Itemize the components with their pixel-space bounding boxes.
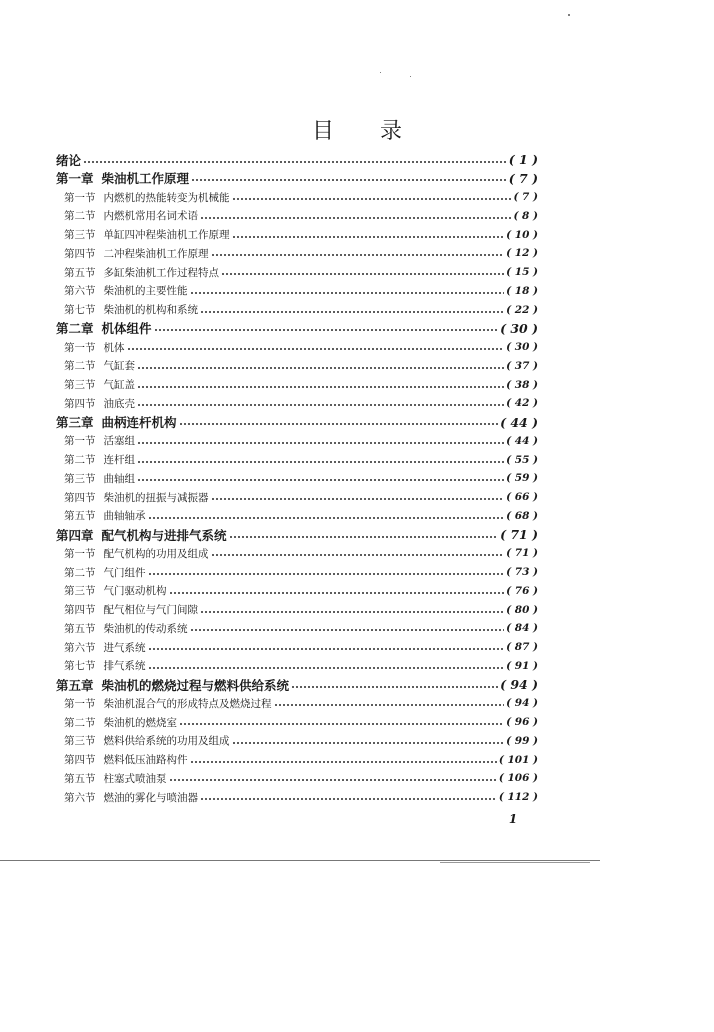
- toc-page-number: ( 106 ): [498, 772, 538, 785]
- toc-entry-number: 第七节: [64, 304, 96, 316]
- dot-leader: [179, 416, 499, 428]
- toc-chapter-row: [56, 413, 538, 432]
- toc-page-number: ( 94 ): [506, 697, 538, 710]
- toc-section-row: [64, 638, 538, 657]
- toc-page-number: ( 7 ): [508, 170, 538, 186]
- toc-page-number: ( 71 ): [500, 527, 538, 542]
- dot-leader: [190, 754, 497, 766]
- scan-speck: [410, 76, 411, 77]
- toc-entry-number: 第二节: [64, 210, 96, 223]
- toc-entry-title: 气缸盖: [103, 379, 135, 391]
- dot-leader: [221, 266, 504, 278]
- toc-entry-title: 连杆组: [103, 454, 135, 466]
- toc-section-row: [64, 619, 538, 638]
- toc-entry-number: 第四节: [64, 604, 96, 616]
- toc-entry-title: 单缸四冲程柴油机工作原理: [103, 229, 230, 241]
- toc-section-row: [64, 488, 538, 507]
- toc-entry-number: 第一节: [64, 341, 96, 354]
- toc-entry-label: [64, 602, 198, 617]
- toc-entry-label: [56, 151, 81, 169]
- toc-entry-number: 第二节: [64, 454, 96, 466]
- toc-entry-title: 曲轴轴承: [103, 510, 146, 523]
- toc-section-row: [64, 600, 538, 619]
- toc-entry-title: 柴油机的燃烧室: [103, 716, 177, 729]
- toc-entry-label: [64, 752, 188, 767]
- dot-leader: [137, 397, 504, 409]
- toc-page-number: ( 30 ): [506, 341, 538, 353]
- toc-entry-number: 第六节: [64, 285, 96, 298]
- dot-leader: [232, 191, 512, 203]
- dot-leader: [179, 716, 504, 728]
- toc-entry-title: 柴油机的扭振与减振器: [103, 491, 209, 504]
- toc-entry-label: [56, 169, 189, 187]
- toc-entry-title: 气缸套: [103, 360, 135, 373]
- toc-entry-number: 第三节: [64, 585, 96, 598]
- dot-leader: [291, 679, 498, 691]
- toc-page-number: ( 91 ): [506, 659, 538, 672]
- toc-entry-number: 第六节: [64, 791, 96, 804]
- toc-page-number: ( 101 ): [498, 753, 538, 766]
- toc-page-number: ( 68 ): [506, 509, 538, 522]
- toc-entry-number: 第三章: [56, 415, 94, 430]
- toc-section-row: [64, 788, 538, 807]
- page-number: 1: [508, 812, 518, 826]
- toc-entry-label: [64, 433, 135, 448]
- dot-leader: [232, 229, 505, 241]
- toc-entry-title: 柴油机混合气的形成特点及燃烧过程: [103, 697, 272, 710]
- toc-entry-label: [64, 546, 209, 561]
- toc-page-number: ( 94 ): [500, 677, 538, 692]
- toc-entry-number: 第六节: [64, 641, 96, 654]
- toc-entry-title: 曲柄连杆机构: [101, 415, 177, 430]
- toc-entry-label: [64, 396, 135, 411]
- toc-entry-number: 绪论: [56, 152, 82, 168]
- toc-entry-label: [64, 565, 146, 580]
- toc-entry-label: [64, 208, 198, 223]
- toc-entry-number: 第四节: [64, 754, 96, 766]
- dot-leader: [137, 472, 504, 484]
- toc-entry-title: 柴油机的机构和系统: [103, 304, 198, 316]
- toc-chapter-row: [56, 150, 538, 169]
- toc-entry-label: [64, 508, 146, 523]
- toc-entry-title: 配气机构的功用及组成: [103, 547, 209, 560]
- toc-entry-number: 第一章: [56, 171, 94, 187]
- toc-section-row: [64, 244, 538, 263]
- dot-leader: [137, 379, 504, 391]
- toc-entry-number: 第五节: [64, 510, 96, 523]
- toc-page-number: ( 37 ): [506, 359, 538, 372]
- toc-page-number: ( 66 ): [506, 491, 538, 503]
- dot-leader: [200, 604, 504, 616]
- toc-entry-label: [64, 640, 146, 655]
- toc-section-row: [64, 394, 538, 413]
- toc-section-row: [64, 694, 538, 713]
- toc-section-row: [64, 281, 538, 300]
- toc-page-number: ( 42 ): [506, 397, 538, 410]
- toc-entry-number: 第一节: [64, 435, 96, 448]
- toc-section-row: [64, 544, 538, 563]
- toc-entry-label: [64, 340, 125, 355]
- toc-section-row: [64, 356, 538, 375]
- toc-entry-label: [64, 715, 177, 730]
- toc-entry-title: 二冲程柴油机工作原理: [103, 247, 209, 260]
- toc-entry-title: 配气机构与进排气系统: [101, 527, 227, 543]
- dot-leader: [169, 585, 505, 597]
- toc-entry-label: [64, 190, 230, 205]
- toc-entry-title: 进气系统: [103, 641, 146, 654]
- dot-leader: [211, 247, 505, 259]
- toc-entry-label: [64, 283, 188, 298]
- toc-entry-title: 油底壳: [103, 397, 135, 410]
- toc-entry-title: 活塞组: [103, 435, 135, 448]
- title-char-1: 目: [311, 119, 334, 144]
- dot-leader: [274, 697, 505, 709]
- toc-entry-title: 柴油机的主要性能: [103, 285, 188, 298]
- toc-entry-number: 第一节: [64, 191, 96, 204]
- toc-entry-number: 第二节: [64, 360, 96, 373]
- toc-page-number: ( 59 ): [506, 472, 538, 485]
- dot-leader: [211, 491, 505, 503]
- toc-entry-number: 第二节: [64, 566, 96, 579]
- toc-entry-number: 第四节: [64, 491, 96, 504]
- toc-section-row: [64, 769, 538, 788]
- toc-entry-label: [64, 377, 135, 392]
- toc-entry-label: [64, 490, 209, 505]
- dot-leader: [232, 735, 505, 747]
- toc-section-row: [64, 431, 538, 450]
- toc-entry-label: [64, 302, 198, 317]
- toc-entry-number: 第一节: [64, 547, 96, 560]
- toc-page-number: ( 12 ): [506, 247, 538, 260]
- toc-entry-title: 燃料供给系统的功用及组成: [103, 735, 230, 748]
- dot-leader: [137, 360, 504, 372]
- dot-leader: [200, 304, 504, 316]
- page-title: [0, 116, 714, 148]
- dot-leader: [148, 566, 505, 578]
- dot-leader: [137, 435, 504, 447]
- toc-entry-number: 第三节: [64, 472, 96, 485]
- toc-entry-label: [64, 771, 167, 786]
- dot-leader: [154, 322, 499, 334]
- dot-leader: [190, 622, 505, 634]
- dot-leader: [137, 454, 504, 466]
- toc-entry-number: 第四节: [64, 247, 96, 260]
- toc-entry-number: 第四章: [56, 527, 94, 543]
- toc-page-number: ( 84 ): [506, 622, 538, 635]
- dot-leader: [229, 529, 499, 541]
- dot-leader: [83, 154, 507, 166]
- toc-section-row: [64, 300, 538, 319]
- dot-leader: [191, 172, 507, 184]
- dot-leader: [148, 660, 505, 672]
- toc-page-number: ( 10 ): [506, 228, 538, 241]
- toc-entry-title: 柴油机的传动系统: [103, 622, 188, 635]
- toc-chapter-row: [56, 169, 538, 188]
- toc-entry-title: 柱塞式喷油泵: [103, 772, 167, 785]
- toc-page-number: ( 38 ): [506, 378, 538, 391]
- toc-entry-number: 第四节: [64, 397, 96, 410]
- toc-entry-label: [56, 319, 152, 337]
- title-char-2: 录: [380, 119, 403, 144]
- bottom-rule-secondary: [440, 862, 590, 863]
- toc-entry-label: [64, 452, 135, 467]
- toc-entry-title: 配气相位与气门间隙: [103, 604, 198, 616]
- toc-entry-title: 内燃机常用名词术语: [103, 210, 198, 223]
- toc-entry-label: [64, 227, 230, 242]
- toc-chapter-row: [56, 675, 538, 694]
- toc-page-number: ( 80 ): [506, 603, 538, 616]
- toc-page-number: ( 99 ): [506, 734, 538, 747]
- toc-entry-label: [64, 471, 135, 486]
- toc-page-number: ( 87 ): [506, 641, 538, 653]
- toc-page-number: ( 15 ): [506, 266, 538, 278]
- dot-leader: [200, 791, 497, 803]
- toc-entry-label: [64, 246, 209, 261]
- toc-entry-title: 燃料低压油路构件: [103, 754, 188, 766]
- toc-entry-number: 第三节: [64, 735, 96, 748]
- toc-entry-number: 第二节: [64, 716, 96, 729]
- dot-leader: [148, 510, 505, 522]
- dot-leader: [190, 285, 505, 297]
- toc-section-row: [64, 206, 538, 225]
- toc-entry-label: [64, 790, 198, 805]
- dot-leader: [169, 772, 497, 784]
- toc-entry-number: 第五节: [64, 622, 96, 635]
- bottom-rule: [0, 860, 600, 861]
- toc-entry-title: 内燃机的热能转变为机械能: [103, 191, 230, 204]
- toc-entry-number: 第五节: [64, 266, 96, 279]
- toc-entry-label: [56, 676, 289, 694]
- toc-page-number: ( 71 ): [506, 547, 538, 560]
- toc-page-number: ( 96 ): [506, 716, 538, 728]
- toc-section-row: [64, 713, 538, 732]
- toc-page-number: ( 22 ): [506, 303, 538, 316]
- toc-entry-number: 第二章: [56, 321, 94, 337]
- toc-page-number: ( 55 ): [506, 453, 538, 466]
- toc-section-row: [64, 450, 538, 469]
- toc-section-row: [64, 563, 538, 582]
- toc-entry-title: 柴油机工作原理: [101, 171, 190, 187]
- toc-page-number: ( 1 ): [508, 152, 538, 167]
- toc-section-row: [64, 469, 538, 488]
- toc-entry-title: 气门组件: [103, 566, 146, 579]
- toc-entry-number: 第三节: [64, 229, 96, 241]
- toc-entry-number: 第五章: [56, 677, 94, 693]
- toc-entry-number: 第五节: [64, 772, 96, 785]
- toc-section-row: [64, 506, 538, 525]
- toc-entry-title: 机体: [103, 341, 125, 354]
- toc-entry-title: 排气系统: [103, 660, 146, 673]
- dot-leader: [127, 341, 505, 353]
- toc-page-number: ( 73 ): [506, 566, 538, 578]
- toc-entry-label: [56, 413, 177, 431]
- dot-leader: [211, 547, 505, 559]
- scan-speck: [568, 14, 570, 16]
- toc-page-number: ( 8 ): [513, 209, 538, 222]
- toc-entry-label: [64, 696, 272, 711]
- toc-entry-label: [64, 265, 219, 280]
- toc-entry-title: 曲轴组: [103, 472, 135, 485]
- toc-section-row: [64, 375, 538, 394]
- toc-section-row: [64, 750, 538, 769]
- toc-entry-label: [64, 658, 146, 673]
- scan-speck: [380, 72, 381, 73]
- toc-entry-label: [64, 358, 135, 373]
- toc-section-row: [64, 656, 538, 675]
- toc-page-number: ( 7 ): [513, 191, 538, 203]
- toc-section-row: [64, 581, 538, 600]
- toc-entry-number: 第三节: [64, 379, 96, 391]
- toc-page-number: ( 44 ): [506, 434, 538, 447]
- dot-leader: [148, 641, 505, 653]
- toc-page-number: ( 44 ): [500, 414, 538, 430]
- dot-leader: [200, 210, 511, 222]
- toc-entry-title: 机体组件: [101, 321, 152, 337]
- toc-entry-title: 多缸柴油机工作过程特点: [103, 266, 219, 279]
- toc-entry-label: [64, 621, 188, 636]
- toc-page-number: ( 18 ): [506, 284, 538, 297]
- toc-entry-number: 第一节: [64, 697, 96, 710]
- toc-entry-label: [64, 583, 167, 598]
- toc-entry-title: 气门驱动机构: [103, 585, 167, 598]
- toc-chapter-row: [56, 319, 538, 338]
- toc-page-number: ( 76 ): [506, 584, 538, 597]
- toc-section-row: [64, 225, 538, 244]
- toc-page-number: ( 30 ): [500, 320, 538, 336]
- toc-section-row: [64, 188, 538, 207]
- toc-page-number: ( 112 ): [498, 791, 538, 803]
- toc-entry-title: 燃油的雾化与喷油器: [103, 791, 198, 804]
- toc-entry-label: [64, 733, 230, 748]
- toc-entry-number: 第七节: [64, 660, 96, 673]
- toc-entry-title: 柴油机的燃烧过程与燃料供给系统: [101, 677, 290, 693]
- toc-chapter-row: [56, 525, 538, 544]
- toc-section-row: [64, 263, 538, 282]
- toc-entry-label: [56, 526, 227, 544]
- toc-section-row: [64, 731, 538, 750]
- toc-section-row: [64, 338, 538, 357]
